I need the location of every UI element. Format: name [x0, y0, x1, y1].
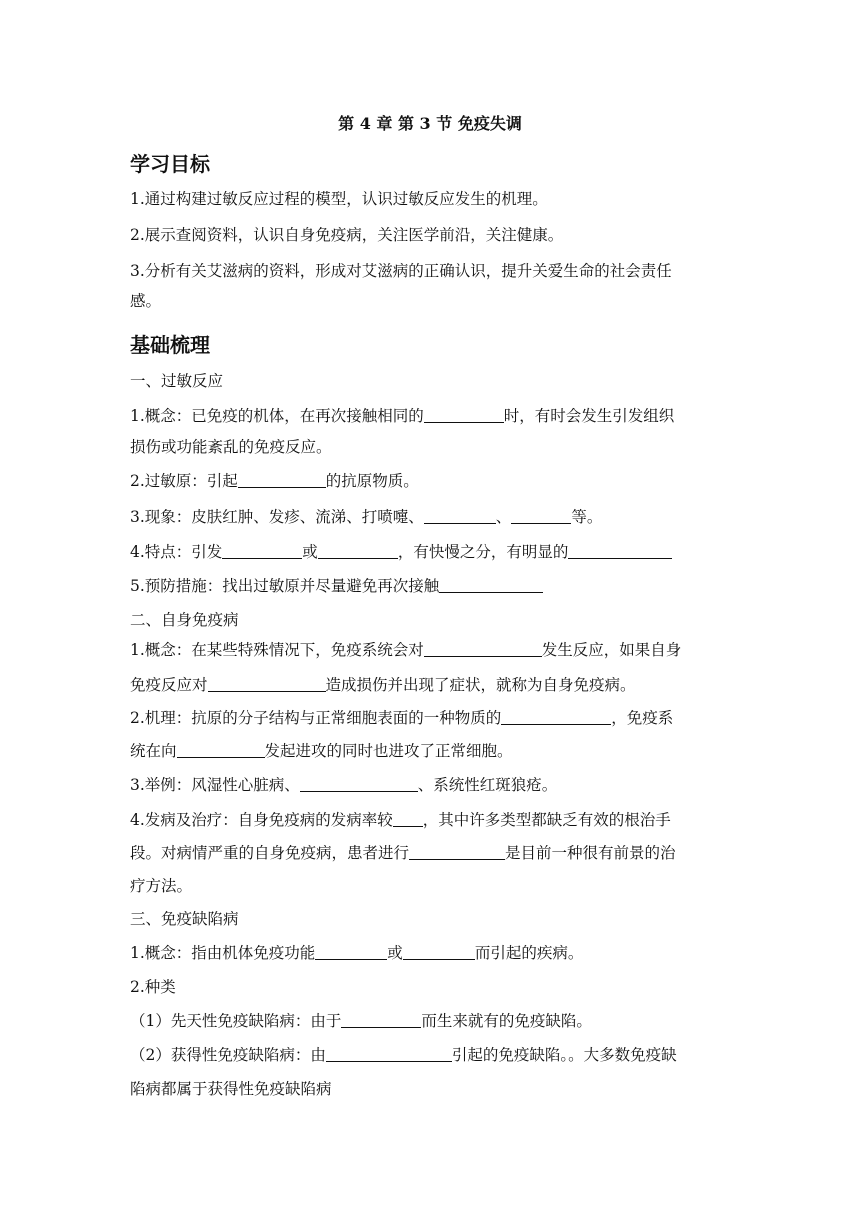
s2-line-2-cont: 统在向 发起进攻的同时也进攻了正常细胞。 — [130, 742, 513, 760]
page-title: 第 4 章 第 3 节 免疫失调 — [338, 114, 522, 133]
fill-blank — [424, 641, 542, 657]
s1-line-3: 3.现象：皮肤红肿、发疹、流涕、打喷嚏、 、 等。 — [130, 508, 603, 526]
s2-line-1: 1.概念：在某些特殊情况下，免疫系统会对 发生反应，如果自身 — [130, 641, 682, 659]
fill-blank — [409, 844, 505, 860]
s2-line-2: 2.机理：抗原的分子结构与正常细胞表面的一种物质的 ，免疫系 — [130, 709, 674, 727]
fill-blank — [318, 543, 398, 559]
fill-blank — [326, 1046, 452, 1062]
fill-blank — [439, 577, 543, 593]
s2-line-4-cont: 段。对病情严重的自身免疫病，患者进行 是目前一种很有前景的治 — [130, 844, 676, 862]
fill-blank — [424, 407, 504, 423]
fill-blank — [501, 709, 611, 725]
section-2-title: 二、自身免疫病 — [130, 611, 239, 629]
objective-3-cont: 感。 — [130, 292, 162, 310]
s2-line-4-end: 疗方法。 — [130, 877, 193, 895]
fill-blank — [222, 543, 302, 559]
s1-line-1-cont: 损伤或功能紊乱的免疫反应。 — [130, 438, 332, 456]
s1-line-1: 1.概念：已免疫的机体，在再次接触相同的 时，有时会发生引发组织 — [130, 407, 675, 425]
fill-blank — [315, 944, 387, 960]
fill-blank — [511, 508, 571, 524]
fill-blank — [208, 676, 326, 692]
fill-blank — [238, 472, 326, 488]
section-1-title: 一、过敏反应 — [130, 372, 224, 390]
objective-1: 1.通过构建过敏反应过程的模型，认识过敏反应发生的机理。 — [130, 190, 548, 208]
s3-line-2: 2.种类 — [130, 978, 176, 996]
s1-line-4: 4.特点：引发 或 ，有快慢之分，有明显的 — [130, 541, 730, 563]
objective-2: 2.展示查阅资料，认识自身免疫病，关注医学前沿，关注健康。 — [130, 226, 564, 244]
objective-3: 3.分析有关艾滋病的资料，形成对艾滋病的正确认识，提升关爱生命的社会责任 — [130, 262, 672, 280]
s1-line-5: 5.预防措施：找出过敏原并尽量避免再次接触 — [130, 575, 730, 597]
s3-line-3: （1）先天性免疫缺陷病：由于 而生来就有的免疫缺陷。 — [130, 1012, 592, 1030]
objectives-heading: 学习目标 — [130, 152, 210, 176]
s3-line-1: 1.概念：指由机体免疫功能 或 而引起的疾病。 — [130, 944, 584, 962]
s3-line-4: （2）获得性免疫缺陷病：由 引起的免疫缺陷。。大多数免疫缺 — [130, 1046, 677, 1064]
fill-blank — [393, 811, 423, 827]
basics-heading: 基础梳理 — [130, 333, 210, 357]
fill-blank — [341, 1012, 421, 1028]
s3-line-4-cont: 陷病都属于获得性免疫缺陷病 — [130, 1080, 332, 1098]
fill-blank — [403, 944, 475, 960]
s2-line-1-cont: 免疫反应对 造成损伤并出现了症状，就称为自身免疫病。 — [130, 676, 636, 694]
s1-line-2: 2.过敏原：引起 的抗原物质。 — [130, 472, 419, 490]
section-3-title: 三、免疫缺陷病 — [130, 910, 239, 928]
fill-blank — [568, 543, 672, 559]
fill-blank — [424, 508, 496, 524]
s2-line-4: 4.发病及治疗：自身免疫病的发病率较 ，其中许多类型都缺乏有效的根治手 — [130, 811, 671, 829]
fill-blank — [177, 742, 265, 758]
s2-line-3: 3.举例：风湿性心脏病、 、系统性红斑狼疮。 — [130, 776, 558, 794]
fill-blank — [300, 776, 418, 792]
